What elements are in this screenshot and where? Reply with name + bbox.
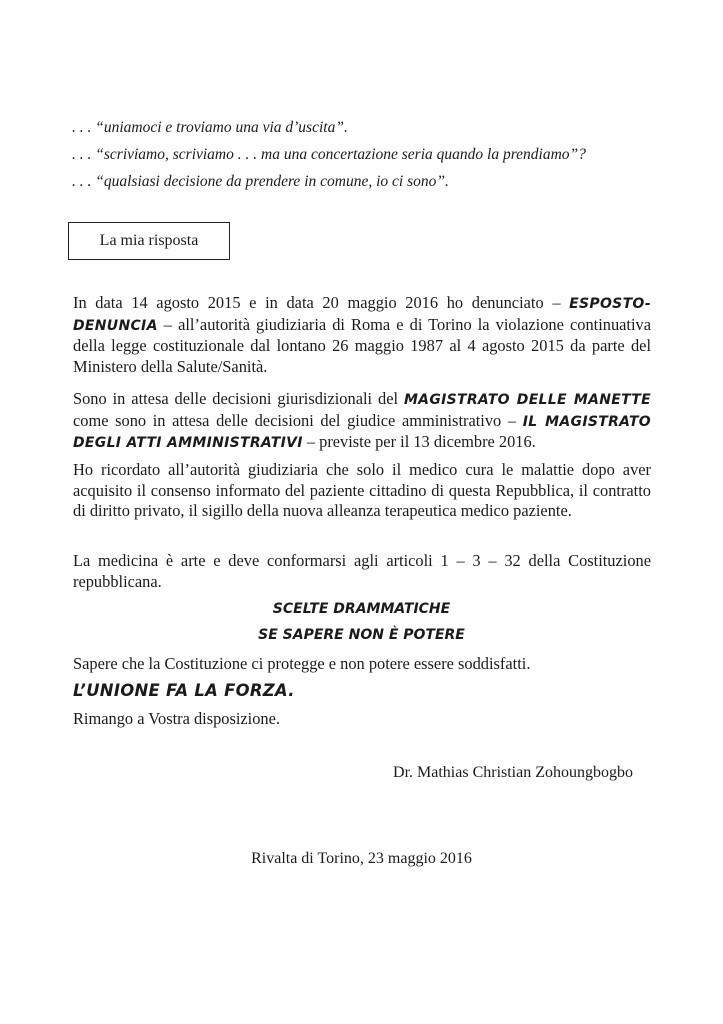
paragraph-text: – all’autorità giudiziaria di Roma e di Torino la violazione continuativa della legge costituzionale dal lontano 26 maggio 1987 al 4 agosto 2015 da parte del Ministero della Salute/Sanità. (73, 314, 651, 376)
section-box-label: La mia risposta (68, 222, 230, 260)
paragraph-attesa (73, 389, 651, 454)
paragraph-text: – previste per il 13 dicembre 2016. (302, 432, 536, 451)
line-sapere: Sapere che la Costituzione ci protegge e non potere essere soddisfatti. (73, 654, 531, 673)
place-date: Rivalta di Torino, 23 maggio 2016 (251, 850, 472, 867)
paragraph-denuncia (73, 293, 651, 377)
paragraph-text: In data 14 agosto 2015 e in data 20 maggio 2016 ho denunciato – (73, 293, 570, 312)
line-rimango: Rimango a Vostra disposizione. (73, 709, 280, 728)
emphasis-text: ESPOSTO-DENUNCIA (73, 296, 651, 334)
signature: Dr. Mathias Christian Zohoungbogbo (393, 764, 633, 781)
paragraph-text: Sono in attesa delle decisioni giurisdizionali del (73, 389, 404, 408)
quote-line: . . . “qualsiasi decisione da prendere in comune, io ci sono”. (72, 173, 449, 190)
quote-line: . . . “uniamoci e troviamo una via d’uscita”. (72, 119, 348, 136)
quote-list (72, 114, 586, 195)
emphasis-text: MAGISTRATO DELLE MANETTE (403, 392, 651, 408)
quote-line: . . . “scriviamo, scriviamo . . . ma una concertazione seria quando la prendiamo”? (72, 146, 586, 163)
paragraph-medicina: La medicina è arte e deve conformarsi agli articoli 1 – 3 – 32 della Costituzione repubblicana. (73, 551, 651, 591)
emphasis-text: IL MAGISTRATO DEGLI ATTI AMMINISTRATIVI (73, 413, 651, 451)
emphasis-heading: SCELTE DRAMMATICHE (272, 601, 451, 617)
paragraph-ricordato: Ho ricordato all’autorità giudiziaria che solo il medico cura le malattie dopo aver acquisito il consenso informato del paziente cittadino di questa Repubblica, il contratto di diritto privato, il sigillo della nuova alleanza terapeutica medico paziente. (73, 460, 651, 520)
line-unione: L’UNIONE FA LA FORZA. (73, 681, 295, 700)
paragraph-text: come sono in attesa delle decisioni del giudice amministrativo – (73, 410, 523, 430)
emphasis-heading: SE SAPERE NON È POTERE (258, 627, 465, 643)
